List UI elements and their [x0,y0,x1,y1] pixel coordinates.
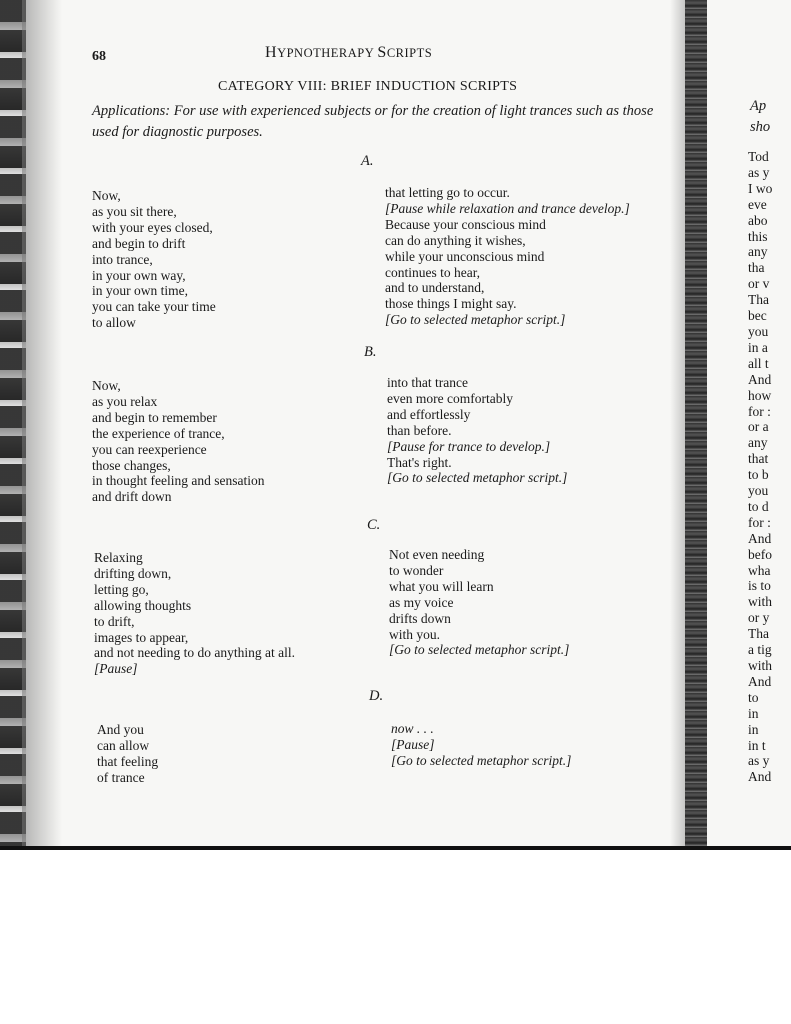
section-label-c: C. [367,517,381,533]
section-b-right-column [387,375,567,486]
section-a-right-column [385,185,630,328]
facing-page-line: you [748,483,769,499]
section-c-left-column [94,550,295,677]
facing-page-line: in a [748,339,768,355]
script-line: than before. [387,422,452,438]
facing-page-line: all t [748,355,769,371]
script-line: And you [97,722,144,737]
script-line: drifts down [389,610,451,626]
facing-page-line: to d [748,498,769,514]
page-number: 68 [92,49,106,64]
facing-page-line: I wo [748,180,773,196]
facing-page-line: is to [748,578,771,594]
facing-page-line: abo [748,212,768,228]
script-line: what you will learn [389,578,494,594]
facing-page-line: or v [748,276,770,292]
script-line: Relaxing [94,550,143,565]
script-line: Not even needing [389,547,485,562]
applications-note: Applications: For use with experienced subjects or for the creation of light trances such as those used for diagnostic purposes. [92,103,654,140]
script-line: to allow [92,315,136,331]
facing-page-line: for : [748,403,771,419]
section-label-d: D. [369,688,384,704]
script-line: in your own time, [92,283,188,299]
script-line: as you relax [92,393,158,409]
script-line: allowing thoughts [94,597,192,613]
facing-page-line: or a [748,419,769,435]
running-head-cap-2: S [377,44,387,61]
script-line: Now, [92,378,121,393]
script-line: to wonder [389,562,444,578]
script-line: into that trance [387,375,468,390]
facing-page-heading-line: Ap [750,98,767,114]
facing-page-line: bec [748,308,767,324]
scan-background [0,850,791,1024]
script-line: can do anything it wishes, [385,232,526,248]
script-line: and begin to drift [92,235,186,251]
facing-page-line: with [748,658,773,673]
facing-page-line: wha [748,562,771,578]
facing-page-line: Tod [748,149,769,164]
facing-page-line: you [748,323,769,339]
script-line: even more comfortably [387,390,513,406]
script-line: letting go, [94,581,149,597]
facing-page-line: as y [748,753,770,769]
stage-direction: [Pause] [94,661,138,677]
facing-page-line: how [748,387,772,403]
script-line: with your eyes closed, [92,219,213,235]
facing-page-line: for : [748,514,771,530]
script-line: Now, [92,188,121,203]
script-line: you can reexperience [92,441,207,457]
facing-page-line: as y [748,164,770,180]
facing-page-line: that [748,451,769,467]
stage-direction: [Go to selected metaphor script.] [389,642,570,658]
stage-direction: [Go to selected metaphor script.] [385,312,566,328]
running-head-rest-2: CRIPTS [386,46,433,60]
script-line: as you sit there, [92,203,177,219]
running-head-cap-1: H [265,44,278,61]
stage-direction: [Pause for trance to develop.] [387,438,551,454]
script-line: and to understand, [385,280,485,296]
stage-direction: [Pause while relaxation and trance develop.] [385,200,630,216]
script-line: and not needing to do anything at all. [94,645,295,661]
script-line: Because your conscious mind [385,216,546,232]
section-label-b: B. [364,344,377,360]
facing-page-line: Tha [748,292,769,308]
script-line: into trance, [92,251,153,267]
stage-direction: [Pause] [391,736,435,752]
script-line: to drift, [94,613,135,629]
facing-page-heading-line: sho [750,119,771,135]
script-line: that letting go to occur. [385,185,510,200]
facing-page-line: eve [748,196,767,212]
running-head [265,44,432,62]
section-d-right-column [391,721,571,769]
section-b-left-column [92,378,264,505]
script-line: and effortlessly [387,406,471,422]
script-line: images to appear, [94,629,189,645]
facing-page-line: this [748,228,768,244]
script-line: you can take your time [92,299,216,315]
facing-page-line: in [748,705,759,721]
script-line: as my voice [389,594,454,610]
facing-page-line: And [748,673,772,689]
section-c-right-column [389,547,569,658]
facing-page-line: And [748,371,772,387]
gutter-shadow [670,0,686,848]
script-line: can allow [97,737,150,753]
running-head-rest-1: YPNOTHERAPY [277,46,378,60]
facing-page-line: Tha [748,626,769,642]
script-line: of trance [97,769,145,785]
book-gutter [685,0,707,848]
section-a-left-column [92,188,216,331]
script-line: those changes, [92,457,171,473]
script-line: with you. [389,626,441,642]
category-title: CATEGORY VIII: BRIEF INDUCTION SCRIPTS [218,79,518,94]
script-line: and drift down [92,489,172,505]
script-line: drifting down, [94,565,172,581]
script-line: the experience of trance, [92,425,225,441]
facing-page-text [748,149,772,785]
facing-page-line: And [748,769,772,785]
facing-page-line: in t [748,737,766,753]
script-line: in thought feeling and sensation [92,473,265,489]
script-line: that feeling [97,753,159,769]
script-line: while your unconscious mind [385,248,545,264]
script-line: continues to hear, [385,264,481,280]
facing-page-line: befo [748,546,772,562]
script-line: That's right. [387,454,452,470]
section-d-left-column [97,722,158,786]
script-line: those things I might say. [385,296,517,312]
script-line: in your own way, [92,267,186,283]
stage-direction: [Go to selected metaphor script.] [391,752,572,768]
section-label-a: A. [361,153,374,169]
facing-page-line: with [748,594,773,610]
facing-page-line: to [748,689,759,705]
facing-page-line: or y [748,610,770,626]
stage-direction: [Go to selected metaphor script.] [387,470,568,486]
facing-page-line: tha [748,260,765,276]
script-line: now . . . [391,721,434,736]
script-line: and begin to remember [92,409,217,425]
facing-page-line: any [748,244,768,260]
facing-page-line: to b [748,467,769,483]
facing-page-line: And [748,530,772,546]
facing-page-heading [750,96,770,138]
facing-page [710,0,791,846]
facing-page-line: in [748,721,759,737]
facing-page-line: a tig [748,642,772,658]
facing-page-line: any [748,435,768,451]
